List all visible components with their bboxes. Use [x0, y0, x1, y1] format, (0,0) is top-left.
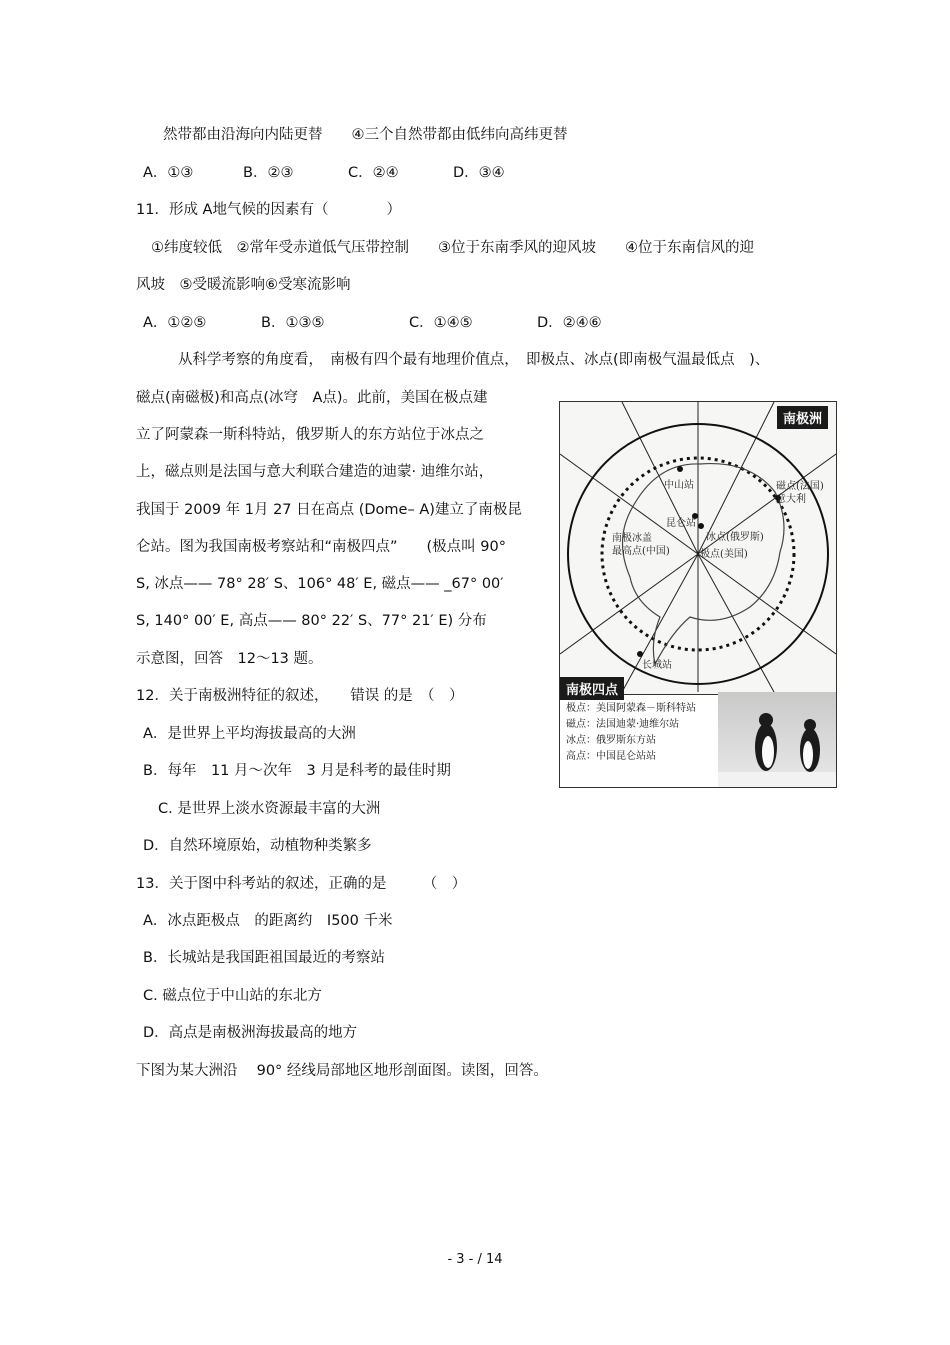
option: C. 磁点位于中山站的东北方 — [143, 988, 322, 1004]
text-line: ①纬度较低 ②常年受赤道低气压带控制 ③位于东南季风的迎风坡 ④位于东南信风的迎 — [151, 240, 754, 256]
meridian — [560, 554, 698, 654]
legend-row: 极点：美国阿蒙森－斯科特站 — [566, 703, 696, 714]
zhongshan-label: 中山站 — [664, 480, 694, 491]
cold-dot — [698, 523, 704, 529]
option: B．①③⑤ — [261, 315, 325, 331]
penguin-icon — [718, 692, 836, 787]
option: B．每年 11 月～次年 3 月是科考的最佳时期 — [143, 763, 451, 779]
legend-title: 南极四点 — [560, 677, 624, 700]
option: D．自然环境原始，动植物种类繁多 — [143, 838, 372, 854]
option: D．③④ — [453, 165, 505, 181]
pole-label: 极点(美国) — [700, 549, 748, 560]
option: D．高点是南极洲海拔最高的地方 — [143, 1025, 358, 1041]
option: C．①④⑤ — [409, 315, 473, 331]
meridian — [622, 554, 698, 692]
option: A．①②⑤ — [143, 315, 207, 331]
option: A．是世界上平均海拔最高的大洲 — [143, 726, 356, 742]
option: D．②④⑥ — [537, 315, 602, 331]
option: A．冰点距极点 的距离约 I500 千米 — [143, 913, 393, 929]
option: C．②④ — [348, 165, 399, 181]
text-line: 立了阿蒙森一斯科特站，俄罗斯人的东方站位于冰点之 — [136, 427, 484, 443]
text-line: 从科学考察的角度看， 南极有四个最有地理价值点， 即极点、冰点(即南极气温最低点 )、 — [178, 352, 770, 368]
text-line: 磁点(南磁极)和高点(冰穹 A点)。此前，美国在极点建 — [136, 390, 488, 406]
text-line: 然带都由沿海向内陆更替 ④三个自然带都由低纬向高纬更替 — [163, 127, 568, 143]
high-point-label: 南极冰盖 最高点(中国) — [612, 533, 670, 557]
zhongshan-dot — [677, 466, 683, 472]
figure-title: 南极洲 — [777, 406, 828, 429]
question-11: 11．形成 A地气候的因素有（ ） — [136, 202, 401, 218]
text-line: 上，磁点则是法国与意大利联合建造的迪蒙· 迪维尔站， — [136, 464, 494, 480]
kunlun-label: 昆仑站 — [666, 518, 696, 529]
q10-options — [143, 163, 505, 183]
antarctica-map — [560, 402, 836, 692]
legend-row: 冰点：俄罗斯东方站 — [566, 735, 656, 746]
antarctica-figure — [559, 401, 837, 788]
text-line: 风坡 ⑤受暖流影响⑥受寒流影响 — [136, 277, 351, 293]
page-number: - 3 - / 14 — [447, 1252, 503, 1267]
legend-box — [560, 683, 719, 787]
changcheng-label: 长城站 — [642, 660, 672, 671]
text-line: 我国于 2009 年 1月 27 日在高点 (Dome– A)建立了南极昆 — [136, 502, 522, 518]
question-12: 12．关于南极洲特征的叙述， 错误 的是 （ ） — [136, 688, 464, 704]
penguin-photo — [718, 692, 836, 787]
text-line: 仑站。图为我国南极考察站和“南极四点” (极点叫 90° — [136, 539, 506, 555]
text-line: 示意图，回答 12～13 题。 — [136, 651, 323, 667]
text-line: S, 冰点—— 78° 28′ S、106° 48′ E, 磁点—— _67° 00′ — [136, 576, 504, 592]
meridian — [698, 554, 836, 654]
text-line: S, 140° 00′ E, 高点—— 80° 22′ S、77° 21′ E) 分布 — [136, 613, 487, 629]
legend-row: 高点：中国昆仑站站 — [566, 751, 656, 762]
legend-row: 磁点：法国迪蒙·迪维尔站 — [566, 719, 680, 730]
option: A．①③ — [143, 165, 194, 181]
option: B．②③ — [243, 165, 294, 181]
option: C. 是世界上淡水资源最丰富的大洲 — [158, 801, 381, 817]
question-13: 13．关于图中科考站的叙述，正确的是 （ ） — [136, 876, 467, 892]
magnetic-label: 磁点(法国) 意大利 — [776, 481, 824, 505]
cold-point-label: 冰点(俄罗斯) — [706, 532, 764, 543]
q11-options — [143, 313, 602, 333]
text-line: 下图为某大洲沿 90° 经线局部地区地形剖面图。读图，回答。 — [136, 1063, 548, 1079]
option: B．长城站是我国距祖国最近的考察站 — [143, 950, 385, 966]
